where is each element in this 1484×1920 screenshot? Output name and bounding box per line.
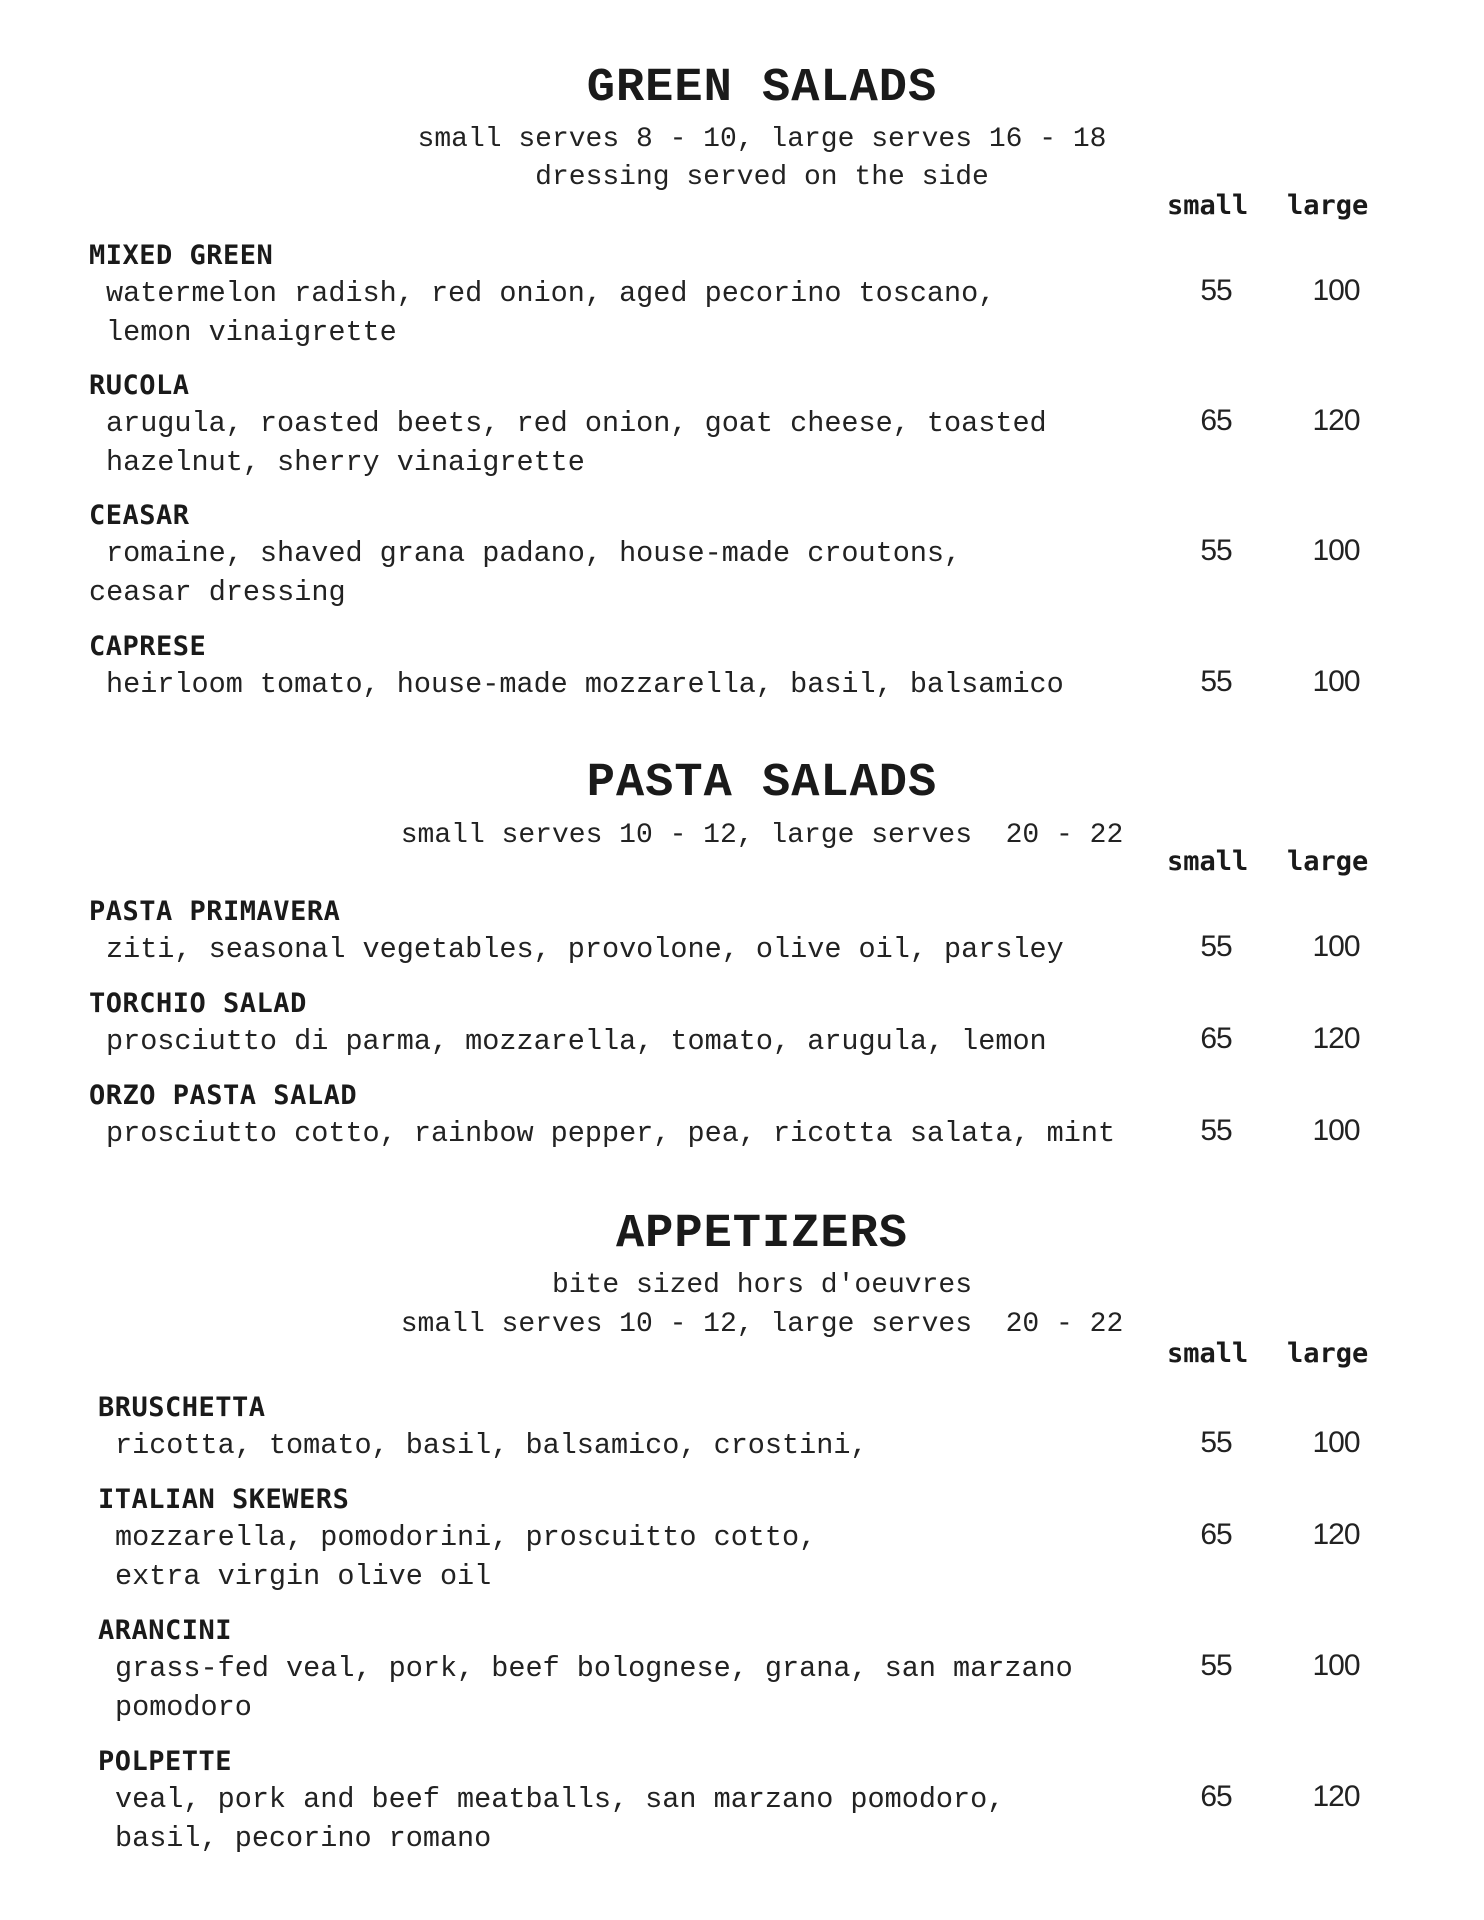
price-large: 120 bbox=[1312, 1022, 1360, 1055]
item-description: extra virgin olive oil bbox=[115, 1560, 492, 1593]
item-description: basil, pecorino romano bbox=[115, 1822, 492, 1855]
price-small: 65 bbox=[1200, 1780, 1232, 1813]
column-header-small: small bbox=[1167, 1338, 1249, 1369]
item-description: pomodoro bbox=[115, 1691, 252, 1724]
item-name: RUCOLA bbox=[89, 370, 190, 401]
item-name: BRUSCHETTA bbox=[98, 1392, 266, 1423]
price-large: 100 bbox=[1312, 534, 1360, 567]
column-header-small: small bbox=[1167, 190, 1249, 221]
price-small: 65 bbox=[1200, 1022, 1232, 1055]
item-name: POLPETTE bbox=[98, 1746, 233, 1777]
item-name: ITALIAN SKEWERS bbox=[98, 1484, 350, 1515]
item-name: MIXED GREEN bbox=[89, 240, 274, 271]
price-small: 55 bbox=[1200, 534, 1232, 567]
price-large: 100 bbox=[1312, 1426, 1360, 1459]
price-large: 100 bbox=[1312, 930, 1360, 963]
item-description: arugula, roasted beets, red onion, goat cheese, toasted bbox=[106, 407, 1047, 440]
item-description: heirloom tomato, house-made mozzarella, basil, balsamico bbox=[106, 668, 1064, 701]
item-description: mozzarella, pomodorini, proscuitto cotto, bbox=[115, 1521, 817, 1554]
price-large: 100 bbox=[1312, 1114, 1360, 1147]
price-small: 55 bbox=[1200, 1426, 1232, 1459]
column-header-large: large bbox=[1287, 1338, 1369, 1369]
price-large: 120 bbox=[1312, 1780, 1360, 1813]
item-description: ricotta, tomato, basil, balsamico, crostini, bbox=[115, 1429, 868, 1462]
item-description: lemon vinaigrette bbox=[106, 316, 397, 349]
price-small: 65 bbox=[1200, 404, 1232, 437]
item-description: prosciutto cotto, rainbow pepper, pea, ricotta salata, mint bbox=[106, 1117, 1116, 1150]
item-description: ceasar dressing bbox=[89, 576, 346, 609]
price-large: 100 bbox=[1312, 1649, 1360, 1682]
price-small: 65 bbox=[1200, 1518, 1232, 1551]
price-small: 55 bbox=[1200, 274, 1232, 307]
section-title-pasta-salads: PASTA SALADS bbox=[586, 757, 938, 810]
section-title-green-salads: GREEN SALADS bbox=[586, 62, 938, 115]
column-header-large: large bbox=[1287, 846, 1369, 877]
section-subtitle: bite sized hors d'oeuvres bbox=[551, 1270, 973, 1301]
price-large: 120 bbox=[1312, 1518, 1360, 1551]
item-description: ziti, seasonal vegetables, provolone, olive oil, parsley bbox=[106, 933, 1064, 966]
item-description: veal, pork and beef meatballs, san marzano pomodoro, bbox=[115, 1783, 1005, 1816]
item-description: romaine, shaved grana padano, house-made croutons, bbox=[106, 537, 962, 570]
price-small: 55 bbox=[1200, 665, 1232, 698]
section-subtitle: small serves 10 - 12, large serves 20 - 22 bbox=[400, 820, 1124, 851]
price-small: 55 bbox=[1200, 1114, 1232, 1147]
price-large: 120 bbox=[1312, 404, 1360, 437]
section-title-appetizers: APPETIZERS bbox=[615, 1208, 909, 1261]
item-name: ORZO PASTA SALAD bbox=[89, 1080, 358, 1111]
item-name: CEASAR bbox=[89, 500, 190, 531]
price-small: 55 bbox=[1200, 930, 1232, 963]
price-large: 100 bbox=[1312, 274, 1360, 307]
item-name: ARANCINI bbox=[98, 1615, 233, 1646]
column-header-small: small bbox=[1167, 846, 1249, 877]
price-small: 55 bbox=[1200, 1649, 1232, 1682]
item-name: PASTA PRIMAVERA bbox=[89, 896, 341, 927]
item-description: watermelon radish, red onion, aged pecorino toscano, bbox=[106, 277, 996, 310]
price-large: 100 bbox=[1312, 665, 1360, 698]
item-description: prosciutto di parma, mozzarella, tomato, arugula, lemon bbox=[106, 1025, 1047, 1058]
item-name: TORCHIO SALAD bbox=[89, 988, 307, 1019]
item-description: grass-fed veal, pork, beef bolognese, grana, san marzano bbox=[115, 1652, 1073, 1685]
item-description: hazelnut, sherry vinaigrette bbox=[106, 446, 585, 479]
section-subtitle: small serves 10 - 12, large serves 20 - 22 bbox=[400, 1309, 1124, 1340]
section-subtitle: dressing served on the side bbox=[535, 162, 989, 193]
section-subtitle: small serves 8 - 10, large serves 16 - 18 bbox=[417, 124, 1107, 155]
item-name: CAPRESE bbox=[89, 631, 207, 662]
column-header-large: large bbox=[1287, 190, 1369, 221]
